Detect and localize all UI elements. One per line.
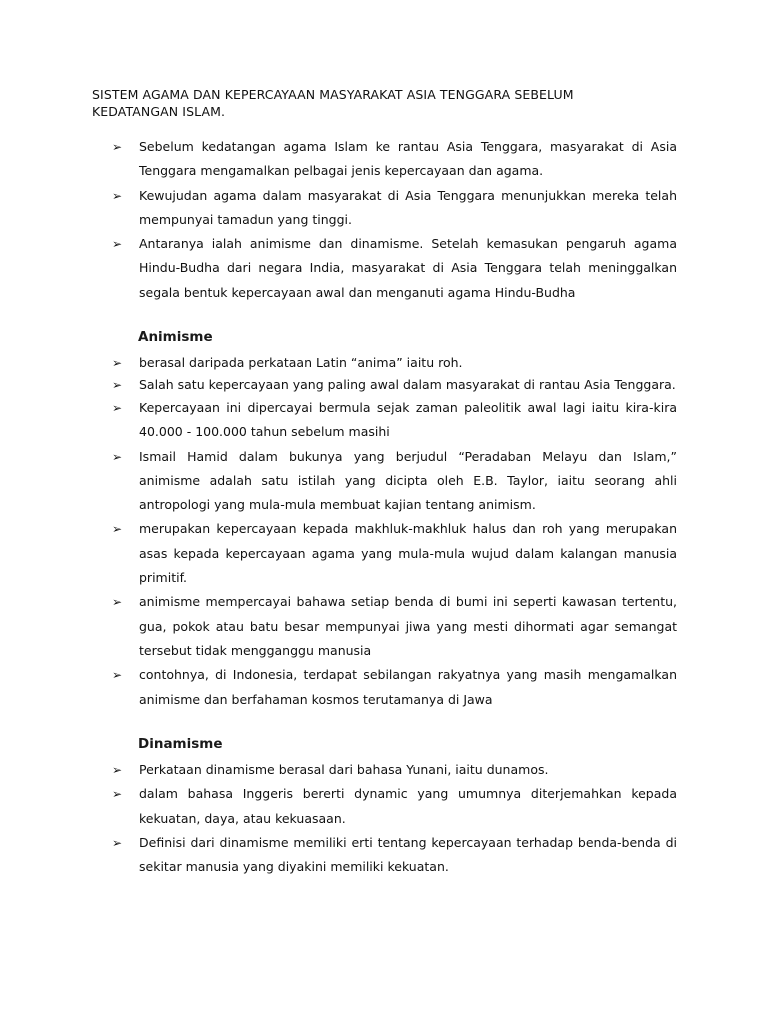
dinamisme-heading: Dinamisme	[138, 736, 223, 752]
list-item: ➢ animisme mempercayai bahawa setiap benda di bumi ini seperti kawasan tertentu, gua, pokok atau batu besar mempunyai jiwa yang mesti dihormati agar semangat tersebut tidak mengganggu manusia	[112, 590, 677, 663]
arrow-bullet-icon: ➢	[112, 378, 123, 392]
list-item: ➢ Kewujudan agama dalam masyarakat di Asia Tenggara menunjukkan mereka telah mempunyai tamadun yang tinggi.	[112, 184, 677, 233]
arrow-bullet-icon: ➢	[112, 449, 123, 464]
arrow-bullet-icon: ➢	[112, 595, 123, 610]
list-item: ➢ Definisi dari dinamisme memiliki erti tentang kepercayaan terhadap benda-benda di sekitar manusia yang diyakini memiliki kekuatan.	[112, 831, 677, 880]
arrow-bullet-icon: ➢	[112, 835, 123, 850]
list-item: ➢ Kepercayaan ini dipercayai bermula sejak zaman paleolitik awal lagi iaitu kira-kira 40.000 - 100.000 tahun sebelum masihi	[112, 396, 677, 445]
arrow-bullet-icon: ➢	[112, 356, 123, 370]
arrow-bullet-icon: ➢	[112, 237, 123, 252]
intro-list	[112, 135, 677, 305]
list-item: ➢ merupakan kepercayaan kepada makhluk-makhluk halus dan roh yang merupakan asas kepada kepercayaan agama yang mula-mula wujud dalam kalangan manusia primitif.	[112, 517, 677, 590]
arrow-bullet-icon: ➢	[112, 140, 123, 154]
list-item: ➢ Antaranya ialah animisme dan dinamisme. Setelah kemasukan pengaruh agama Hindu-Budha dari negara India, masyarakat di Asia Tenggara telah meninggalkan segala bentuk kepercayaan awal dan menganuti agama Hindu-Budha	[112, 232, 677, 305]
arrow-bullet-icon: ➢	[112, 787, 123, 802]
list-item: ➢ Salah satu kepercayaan yang paling awal dalam masyarakat di rantau Asia Tenggara.	[112, 374, 677, 396]
list-item: ➢ dalam bahasa Inggeris bererti dynamic yang umumnya diterjemahkan kepada kekuatan, daya, atau kekuasaan.	[112, 782, 677, 831]
animisme-heading: Animisme	[138, 329, 213, 345]
arrow-bullet-icon: ➢	[112, 763, 123, 777]
arrow-bullet-icon: ➢	[112, 188, 123, 203]
arrow-bullet-icon: ➢	[112, 522, 123, 537]
list-item: ➢ Ismail Hamid dalam bukunya yang berjudul “Peradaban Melayu dan Islam,” animisme adalah satu istilah yang dicipta oleh E.B. Taylor, iaitu seorang ahli antropologi yang mula-mula membuat kajian tentang animism.	[112, 445, 677, 518]
document-title: SISTEM AGAMA DAN KEPERCAYAAN MASYARAKAT ASIA TENGGARA SEBELUM KEDATANGAN ISLAM.	[92, 87, 574, 119]
list-item: ➢ contohnya, di Indonesia, terdapat sebilangan rakyatnya yang masih mengamalkan animisme dan berfahaman kosmos terutamanya di Jawa	[112, 663, 677, 712]
list-item: ➢ Sebelum kedatangan agama Islam ke rantau Asia Tenggara, masyarakat di Asia Tenggara mengamalkan pelbagai jenis kepercayaan dan agama.	[112, 135, 677, 184]
arrow-bullet-icon: ➢	[112, 668, 123, 683]
arrow-bullet-icon: ➢	[112, 401, 123, 415]
animisme-list	[112, 352, 677, 712]
list-item: ➢ berasal daripada perkataan Latin “anima” iaitu roh.	[112, 352, 677, 374]
dinamisme-list	[112, 758, 677, 879]
list-item: ➢ Perkataan dinamisme berasal dari bahasa Yunani, iaitu dunamos.	[112, 758, 677, 782]
